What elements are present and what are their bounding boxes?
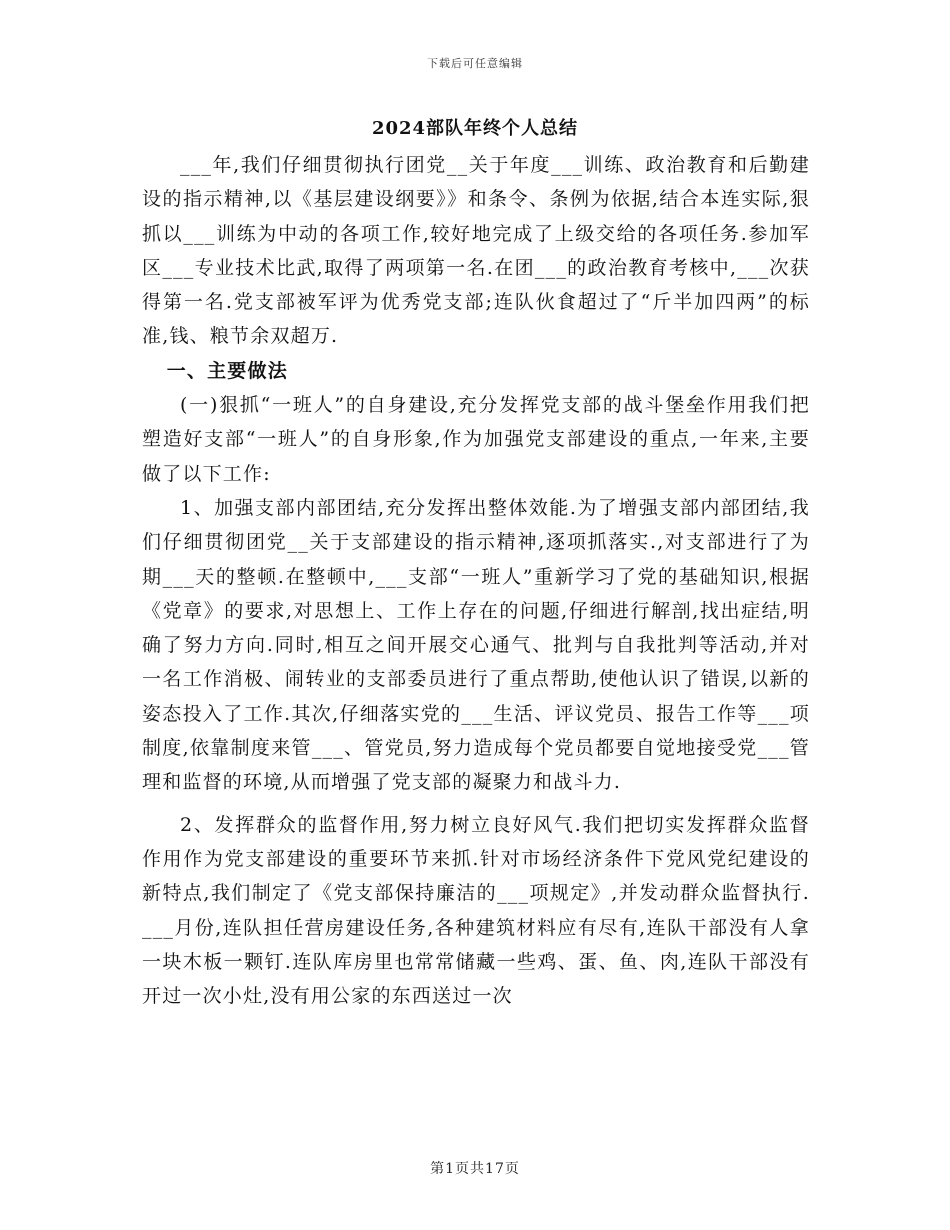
paragraph-point-1: 1、加强支部内部团结,充分发挥出整体效能.为了增强支部内部团结,我们仔细贯彻团党__关于支部建设的指示精神,逐项抓落实.,对支部进行了为期___天的整顿.在整顿中,___支部“一班人”重新学习了党的基础知识,根据《党章》的要求,对思想上、工作上存在的问题,仔细进行解剖,找出症结,明确了努力方向.同时,相互之间开展交心通气、批判与自我批判等活动,并对一名工作消极、闹转业的支部委员进行了重点帮助,使他认识了错误,以新的姿态投入了工作.其次,仔细落实党的___生活、评议党员、报告工作等___项制度,依靠制度来管___、管党员,努力造成每个党员都要自觉地接受党___管理和监督的环境,从而增强了党支部的凝聚力和战斗力. xyxy=(142,496,810,794)
paragraph-subsection-1: (一)狠抓“一班人”的自身建设,充分发挥党支部的战斗堡垒作用我们把塑造好支部“一班人”的自身形象,作为加强党支部建设的重点,一年来,主要做了以下工作: xyxy=(142,394,810,485)
paragraph-point-2: 2、发挥群众的监督作用,努力树立良好风气.我们把切实发挥群众监督作用作为党支部建设的重要环节来抓.针对市场经济条件下党风党纪建设的新特点,我们制定了《党支部保持廉洁的___项规定》,并发动群众监督执行.___月份,连队担任营房建设任务,各种建筑材料应有尽有,连队干部没有人拿一块木板一颗钉.连队库房里也常常储藏一些鸡、蛋、鱼、肉,连队干部没有开过一次小灶,没有用公家的东西送过一次 xyxy=(142,813,810,1008)
document-title: 2024部队年终个人总结 xyxy=(371,118,579,139)
paragraph-intro: ___年,我们仔细贯彻执行团党__关于年度___训练、政治教育和后勤建设的指示精神,以《基层建设纲要》》和条令、条例为依据,结合本连实际,狠抓以___训练为中动的各项工作,较好地完成了上级交给的各项任务.参加军区___专业技术比武,取得了两项第一名.在团___的政治教育考核中,___次获得第一名.党支部被军评为优秀党支部;连队伙食超过了“斤半加四两”的标准,钱、粮节余双超万. xyxy=(142,154,810,348)
header-note: 下载后可任意编辑 xyxy=(427,57,523,70)
page-indicator: 第1页共17页 xyxy=(430,1161,520,1177)
section-heading: 一、主要做法 xyxy=(166,359,288,382)
document-body xyxy=(142,148,810,1013)
